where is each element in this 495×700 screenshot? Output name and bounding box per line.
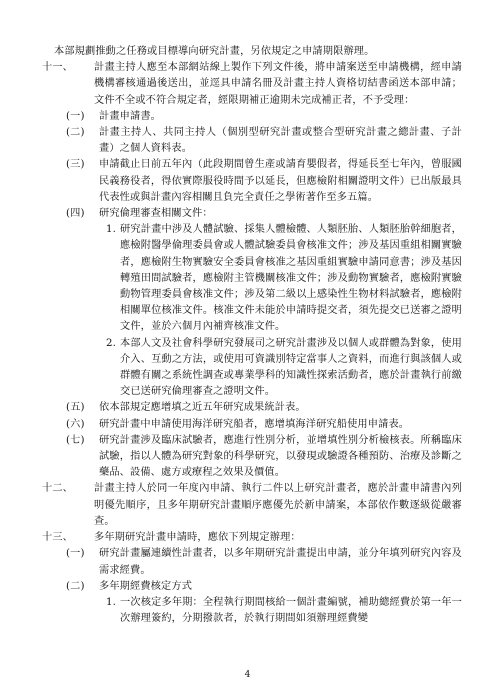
- item-label: (二): [66, 580, 85, 592]
- section-11-item-6: [42, 417, 462, 433]
- intro-paragraph: 本部規劃推動之任務或目標導向研究計畫，另依規定之申請期限辦理。: [54, 46, 375, 57]
- section-12: [42, 481, 462, 530]
- section-11-item-3: [42, 157, 462, 206]
- section-11-item-2: [42, 125, 462, 157]
- item-label: (二): [66, 127, 85, 139]
- item-text: 申請截止日前五年內（此段期間曾生產或請育嬰假者，得延長至七年內，曾服國民義務役者，得依實際服役時間予以延長，但應檢附相關證明文件）已出版最具代表性或與計畫內容相關且負完全責任之學術著作至多五篇。: [99, 159, 462, 203]
- item-text: 研究計畫中申請使用海洋研究船者，應增填海洋研究船使用申請表。: [99, 418, 410, 430]
- section-11: [42, 60, 462, 109]
- item-text: 研究計畫屬連續性計畫者，以多年期研究計畫提出申請，並分年填列研究內容及需求經費。: [99, 548, 462, 576]
- document-body: [42, 44, 462, 627]
- section-12-text: 計畫主持人於同一年度內申請、執行二件以上研究計畫者，應於計畫申請書內列明優先順序，且多年期研究計畫順序應優先於新申請案，本部依作數逐級從嚴審查。: [94, 483, 462, 527]
- section-11-item-1: [42, 109, 462, 125]
- section-11-text: 計畫主持人應至本部網站線上製作下列文件後，將申請案送至申請機構，經申請機構審核通過後送出，並逕具申請名冊及計畫主持人資格切結書函送本部申請；文件不全或不符合規定者，經限期補正逾期未完成補正者，不予受理：: [94, 62, 462, 106]
- item-text: 計畫主持人、共同主持人（個別型研究計畫或整合型研究計畫之總計畫、子計畫）之個人資料表。: [99, 127, 462, 155]
- section-13-item-1: [42, 546, 462, 578]
- section-13-item-2-sub-1: [42, 595, 462, 627]
- section-11-label: 十一、: [42, 62, 74, 74]
- item-label: 1.: [106, 224, 117, 236]
- item-text: 依本部規定應增填之近五年研究成果統計表。: [99, 402, 306, 414]
- item-text: 研究倫理審查相關文件：: [99, 208, 213, 220]
- item-label: (七): [66, 434, 85, 446]
- item-label: (四): [66, 208, 85, 220]
- page-number: 4: [244, 670, 251, 680]
- section-13: [42, 530, 462, 546]
- section-11-item-4-sub-2: [42, 336, 462, 401]
- item-label: 1.: [106, 596, 117, 608]
- item-text: 研究計畫涉及臨床試驗者，應進行性別分析，並增填性別分析檢核表。所稱臨床試驗，指以人體為研究對象的科學研究，以發現或驗證各種預防、治療及診斷之藥品、設備、處方或療程之效果及價值。: [99, 434, 462, 479]
- section-13-text: 多年期研究計畫申請時，應依下列規定辦理：: [94, 532, 301, 544]
- section-13-item-2: [42, 579, 462, 595]
- item-text: 計畫申請書。: [99, 110, 162, 122]
- section-11-item-7: [42, 433, 462, 482]
- section-12-label: 十二、: [42, 483, 74, 495]
- item-label: (一): [66, 548, 85, 560]
- item-text: 研究計畫中涉及人體試驗、採集人體檢體、人類胚胎、人類胚胎幹細胞者，應檢附醫學倫理委員會或人體試驗委員會核准文件；涉及基因重組相關實驗者，應檢附生物實驗安全委員會核准之基因重組實驗申請同意書；涉及基因轉殖田間試驗者，應檢附主管機關核准文件；涉及動物實驗者，應檢附實驗動物管理委員會核准文件；涉及第二級以上感染性生物材料試驗者，應檢附相關單位核准文件。核准文件未能於申請時提交者，須先提交已送審之證明文件，並於六個月內補齊核准文件。: [120, 224, 462, 333]
- section-11-item-4: [42, 206, 462, 222]
- section-11-item-5: [42, 400, 462, 416]
- section-13-label: 十三、: [42, 532, 74, 544]
- item-text: 本部人文及社會科學研究發展司之研究計畫涉及以個人或群體為對象，使用介入、互動之方法，或使用可資識別特定當事人之資料，而進行與該個人或群體有關之系統性調查或專業學科的知識性探索活動者，應於計畫執行前繳交已送研究倫理審查之證明文件。: [120, 337, 462, 398]
- item-label: 2.: [106, 337, 117, 349]
- item-label: (一): [66, 110, 85, 122]
- item-text: 一次核定多年期：全程執行期間核給一個計畫編號，補助總經費於第一年一次辦理簽約，分期撥款者，於執行期間如須辦理經費變: [120, 596, 462, 625]
- section-11-item-4-sub-1: [42, 222, 462, 335]
- item-text: 多年期經費核定方式: [99, 580, 193, 592]
- item-label: (五): [66, 402, 85, 414]
- item-label: (六): [66, 418, 85, 430]
- item-label: (三): [66, 159, 85, 171]
